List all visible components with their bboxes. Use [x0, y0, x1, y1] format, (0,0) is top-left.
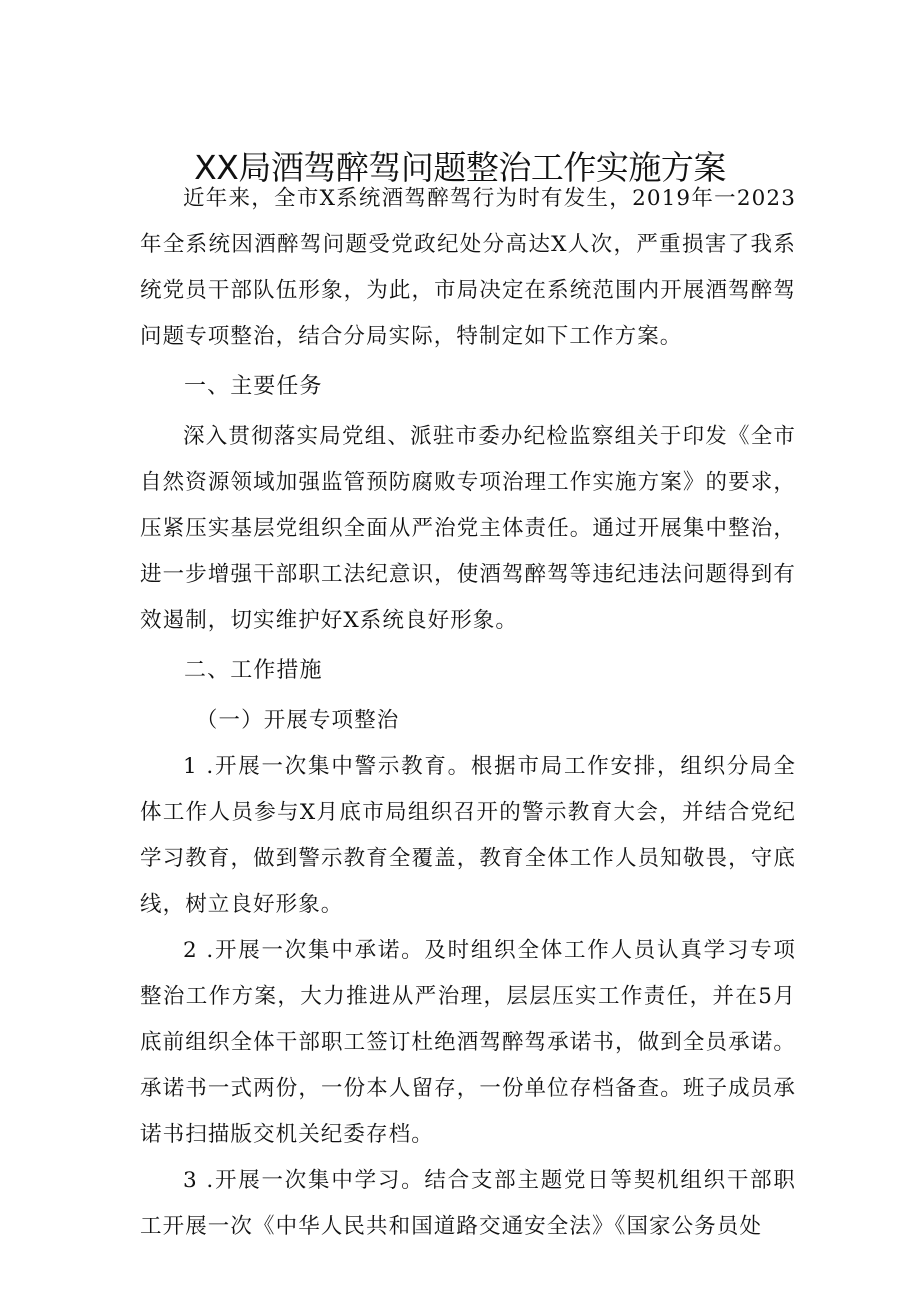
measure-item-2: 2 .开展一次集中承诺。及时组织全体工作人员认真学习专项整治工作方案，大力推进从严治理，层层压实工作责任，并在5月底前组织全体干部职工签订杜绝酒驾醉驾承诺书，做到全员承诺。承诺书一式两份，一份本人留存，一份单位存档备查。班子成员承诺书扫描版交机关纪委存档。 [140, 938, 796, 1147]
measure-item-1: 1 .开展一次集中警示教育。根据市局工作安排，组织分局全体工作人员参与X月底市局组织召开的警示教育大会，并结合党纪学习教育，做到警示教育全覆盖，教育全体工作人员知敬畏，守底线，树立良好形象。 [140, 754, 796, 917]
subsection-heading-special-rectification: （一）开展专项整治 [195, 708, 400, 733]
main-tasks-paragraph: 深入贯彻落实局党组、派驻市委办纪检监察组关于印发《全市自然资源领域加强监管预防腐败专项治理工作实施方案》的要求，压紧压实基层党组织全面从严治党主体责任。通过开展集中整治，进一步增强干部职工法纪意识，使酒驾醉驾等违纪违法问题得到有效遏制，切实维护好X系统良好形象。 [140, 424, 796, 633]
measure-item-3: 3 .开展一次集中学习。结合支部主题党日等契机组织干部职工开展一次《中华人民共和国道路交通安全法》《国家公务员处 [140, 1168, 796, 1239]
section-heading-main-tasks: 一、主要任务 [184, 374, 323, 399]
document-title: XX局酒驾醉驾问题整治工作实施方案 [194, 148, 726, 188]
section-heading-work-measures: 二、工作措施 [184, 658, 323, 683]
document-body [140, 176, 796, 1250]
intro-paragraph: 近年来，全市X系统酒驾醉驾行为时有发生，2019年一2023年全系统因酒醉驾问题受党政纪处分高达X人次，严重损害了我系统党员干部队伍形象，为此，市局决定在系统范围内开展酒驾醉驾问题专项整治，结合分局实际，特制定如下工作方案。 [140, 186, 796, 349]
